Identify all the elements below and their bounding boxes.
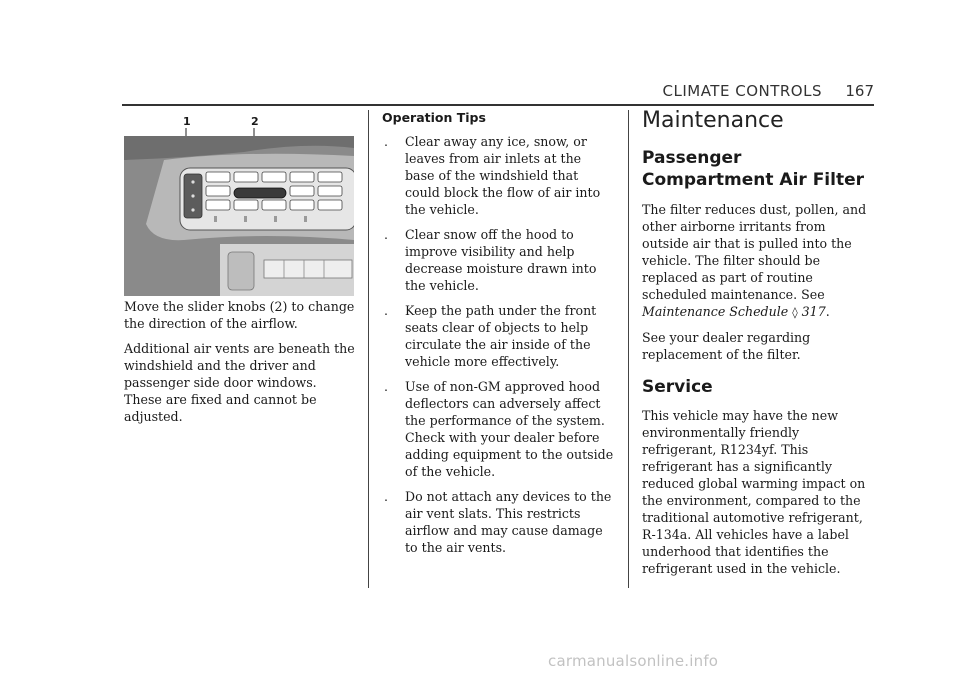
bullet: . [384, 303, 389, 318]
maintenance-heading: Maintenance [642, 108, 784, 133]
bullet: . [384, 227, 389, 242]
column-middle [382, 110, 614, 564]
air-vent-illustration [124, 112, 354, 298]
page-ref-icon: ◊ [792, 306, 798, 319]
operation-tips-heading: Operation Tips [382, 110, 486, 125]
list-item: . Use of non-GM approved hood deflectors can adversely affect the performance of the system. Check with your dealer before adding equipment to the outside of the vehicle. [384, 379, 614, 479]
list-item: . Clear away any ice, snow, or leaves from air inlets at the base of the windshield that could block the flow of air into the vehicle. [384, 134, 601, 217]
paragraph-service: This vehicle may have the new environmentally friendly refrigerant, R1234yf. This refrigerant has a significantly reduced global warming impact on the environment, compared to the traditional automotive refrigerant, R-134a. All vehicles have a label underhood that identifies the refrigerant used in the vehicle. [642, 408, 866, 576]
service-heading: Service [642, 377, 713, 397]
watermark: carmanualsonline.info [548, 652, 719, 670]
list-item: . Clear snow off the hood to improve visibility and help decrease moisture drawn into the vehicle. [384, 227, 597, 293]
paragraph-additional-vents: Additional air vents are beneath the windshield and the driver and passenger side door windows. These are fixed and cannot be adjusted. [124, 341, 355, 424]
page-ref-number[interactable]: 317 [801, 304, 826, 319]
air-filter-heading: Passenger Compartment Air Filter [642, 148, 865, 190]
column-divider-right [628, 110, 629, 588]
column-divider-left [368, 110, 369, 588]
callout-2: 2 [251, 115, 259, 128]
maintenance-schedule-link[interactable]: Maintenance Schedule [642, 304, 789, 319]
column-right [642, 108, 874, 585]
page-number: 167 [845, 82, 874, 100]
column-left [124, 112, 356, 433]
tips-list [382, 133, 614, 556]
paragraph-slider: Move the slider knobs (2) to change the direction of the airflow. [124, 299, 355, 331]
paragraph-dealer: See your dealer regarding replacement of the filter. [642, 330, 811, 362]
page-header [122, 82, 874, 106]
callout-1: 1 [183, 115, 191, 128]
bullet: . [384, 134, 389, 149]
bullet: . [384, 379, 389, 394]
section-title: CLIMATE CONTROLS [662, 82, 822, 100]
bullet: . [384, 489, 389, 504]
vent-drawing [124, 112, 354, 298]
list-item: . Keep the path under the front seats clear of objects to help circulate the air inside of the vehicle more effectively. [384, 303, 597, 369]
list-item: . Do not attach any devices to the air vent slats. This restricts airflow and may cause damage to the air vents. [384, 489, 612, 555]
paragraph-filter: The filter reduces dust, pollen, and other airborne irritants from outside air that is pulled into the vehicle. The filter should be replaced as part of routine scheduled maintenance. See Maintenance Schedule ◊ 317. [642, 202, 867, 319]
